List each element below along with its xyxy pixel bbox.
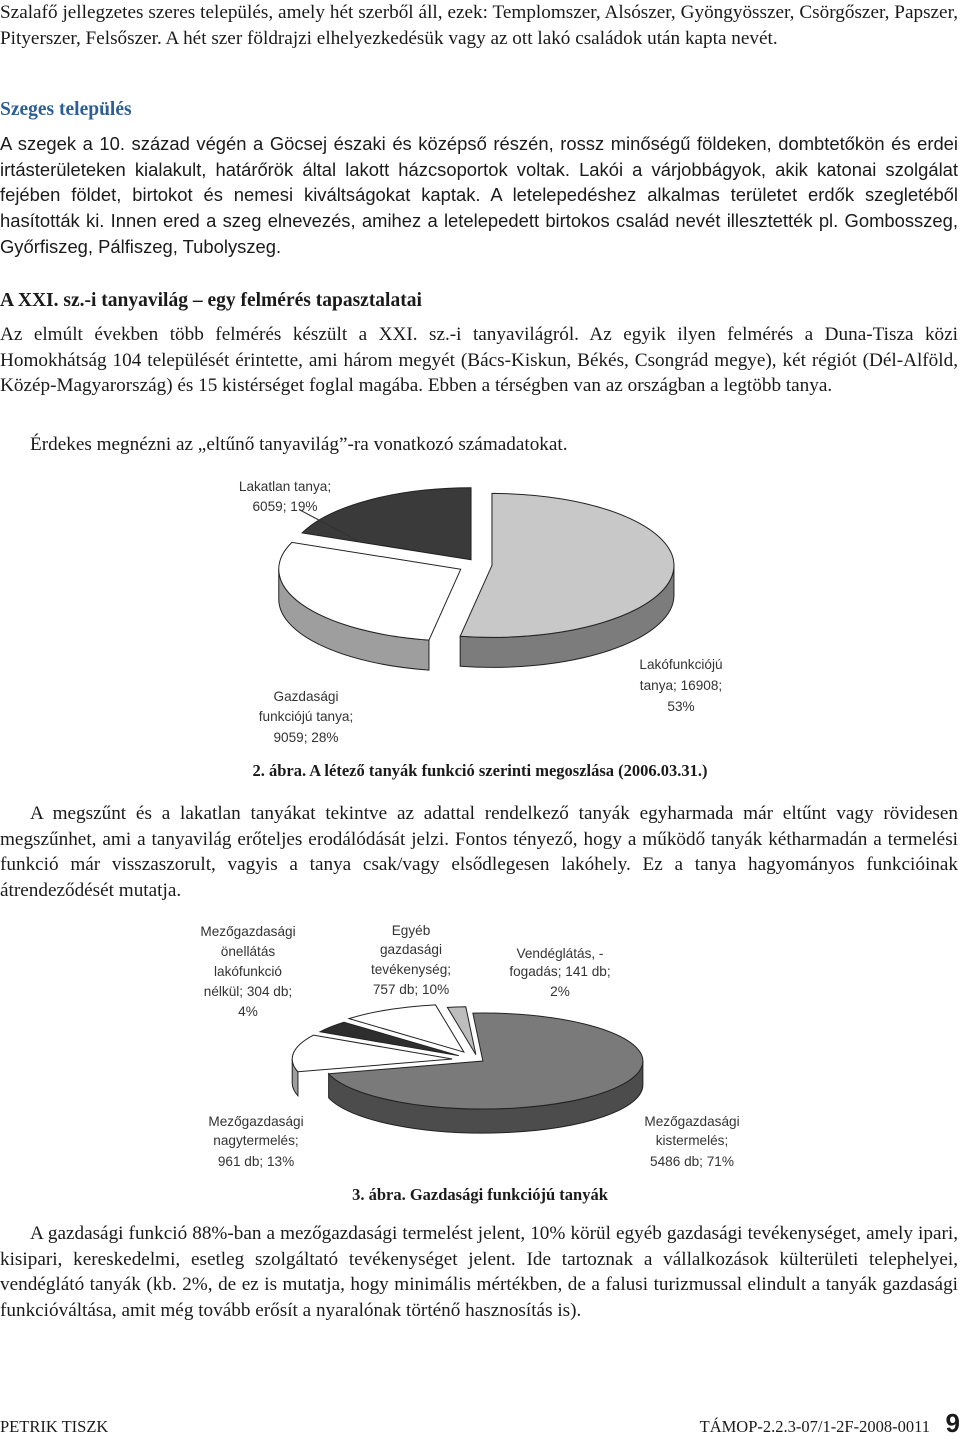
figure2-label-lako-line2: tanya; 16908; xyxy=(639,678,723,693)
figure3-label-onellatas-line1: Mezőgazdasági xyxy=(200,924,296,939)
figure3-label-egyeb-line3: tevékenység; xyxy=(370,962,452,977)
figure3-label-vendeg-line3: 2% xyxy=(550,984,570,999)
figure3-label-nagy-line3: 961 db; 13% xyxy=(217,1154,295,1169)
figure3-label-egyeb xyxy=(371,923,451,997)
figure3-label-onellatas-line4: nélkül; 304 db; xyxy=(203,984,293,999)
figure3-label-onellatas-line2: önellátás xyxy=(220,944,276,959)
footer-left: PETRIK TISZK xyxy=(0,1417,109,1436)
figure2-label-lako-line3: 53% xyxy=(667,699,695,714)
figure3-pie-chart xyxy=(0,920,960,1180)
figure3-label-kis-line2: kistermelés; xyxy=(655,1133,729,1148)
figure3-label-egyeb-line4: 757 db; 10% xyxy=(372,982,450,997)
figure3-label-nagy xyxy=(208,1114,303,1169)
intro-paragraph: Szalafő jellegzetes szeres település, amely hét szerből áll, ezek: Templomszer, Alsószer, Gyöngyösszer, Csörgőszer, Papszer, Pityerszer, Felsőszer. A hét szer földrajzi elhelyezkedésük vagy az ott lakó családok után kapta nevét. xyxy=(0,2,958,49)
erdekes-paragraph: Érdekes megnézni az „eltűnő tanyavilág”-ra vonatkozó számadatokat. xyxy=(30,434,568,455)
figure3-label-nagy-line2: nagytermelés; xyxy=(213,1133,299,1148)
heading-szeges-telepules: Szeges település xyxy=(0,99,132,120)
figure3-label-vendeg-line1: Vendéglátás, - xyxy=(516,946,604,961)
footer-right: TÁMOP-2.2.3-07/1-2F-2008-0011 xyxy=(699,1417,930,1436)
figure2-caption: 2. ábra. A létező tanyák funkció szerinti megoszlása (2006.03.31.) xyxy=(252,761,708,780)
megszunt-paragraph: A megszűnt és a lakatlan tanyákat tekintve az adattal rendelkező tanyák egyharmada már eltűnt vagy rövidesen megszűnhet, ami a tanyavilág erőteljes erodálódását jelzi. Fontos tényező, hogy a működő tanyák kétharmadán a termelési funkció már visszaszorult, vagyis a tanya csak/vagy elsődlegesen lakóhely. Ez a tanya hagyományos funkcióinak átrendeződését mutatja. xyxy=(0,803,958,902)
figure2-label-lakatlan-line1: Lakatlan tanya; xyxy=(238,479,332,494)
heading-tanyavilag: A XXI. sz.-i tanyavilág – egy felmérés tapasztalatai xyxy=(0,290,422,311)
szeges-paragraph: A szegek a 10. század végén a Göcsej északi és középső részén, rossz minőségű földeken, dombtetőkön és erdei irtásterületeken kialakult, határőrök által lakott házcsoportok voltak. Lakói a várjobbágyok, akik katonai szolgálat fejében földet, birtokot és nemesi kiváltságokat kaptak. A letelepedéshez alkalmas területet erdők szegletéből hasították ki. Innen ered a szeg elnevezés, amihez a letelepedett birtokos család nevét illesztették pl. Gombosszeg, Győrfiszeg, Pálfiszeg, Tubolyszeg. xyxy=(0,133,958,257)
figure2-label-lakatlan-line2: 6059; 19% xyxy=(252,499,318,514)
figure3-label-onellatas-line5: 4% xyxy=(238,1004,258,1019)
figure3-label-egyeb-line1: Egyéb xyxy=(391,923,431,938)
figure3-label-kis xyxy=(644,1114,739,1169)
figure3-label-nagy-line1: Mezőgazdasági xyxy=(208,1114,304,1129)
figure3-label-onellatas-line3: lakófunkció xyxy=(213,964,283,979)
figure3-label-vendeg-line2: fogadás; 141 db; xyxy=(509,964,611,979)
page-number: 9 xyxy=(945,1408,960,1438)
figure3-pie-slices xyxy=(292,1005,643,1133)
figure2-pie-slices xyxy=(279,488,674,670)
gazdasagi-paragraph: A gazdasági funkció 88%-ban a mezőgazdasági termelést jelent, 10% körül egyéb gazdasági tevékenységet, amely ipari, kisipari, kereskedelmi, esetleg szolgáltató tevékenységet jelent. Ide tartoznak a vállalkozások külterületi telephelyei, vendéglátó tanyák (kb. 2%, de ez is mutatja, hogy minimális mértékben, de a falusi turizmussal elindult a tanyák gazdasági funkcióváltása, amit még tovább erősít a nyaralónak történő hasznosítás is). xyxy=(0,1223,958,1322)
figure3-label-onellatas xyxy=(200,924,295,1019)
figure2-label-gazd-line1: Gazdasági xyxy=(273,689,339,704)
figure3-caption: 3. ábra. Gazdasági funkciójú tanyák xyxy=(352,1185,608,1204)
figure2-pie-chart xyxy=(0,470,960,760)
figure2-label-gazd-line3: 9059; 28% xyxy=(273,730,339,745)
figure2-label-gazd-line2: funkciójú tanya; xyxy=(258,709,354,724)
tanyavilag-paragraph: Az elmúlt években több felmérés készült a XXI. sz.-i tanyavilágról. Az egyik ilyen felmérés a Duna-Tisza közi Homokhátság 104 települését érintette, ami három megyét (Bács-Kiskun, Békés, Csongrád megye), két régiót (Dél-Alföld, Közép-Magyarország) és 15 kistérséget foglal magába. Ebben a térségben van az országban a legtöbb tanya. xyxy=(0,324,958,397)
figure3-label-kis-line1: Mezőgazdasági xyxy=(644,1114,740,1129)
figure3-label-vendeg xyxy=(509,946,610,999)
figure3-label-kis-line3: 5486 db; 71% xyxy=(650,1154,734,1169)
figure3-label-egyeb-line2: gazdasági xyxy=(380,942,442,957)
figure2-label-lako-line1: Lakófunkciójú xyxy=(639,657,723,672)
